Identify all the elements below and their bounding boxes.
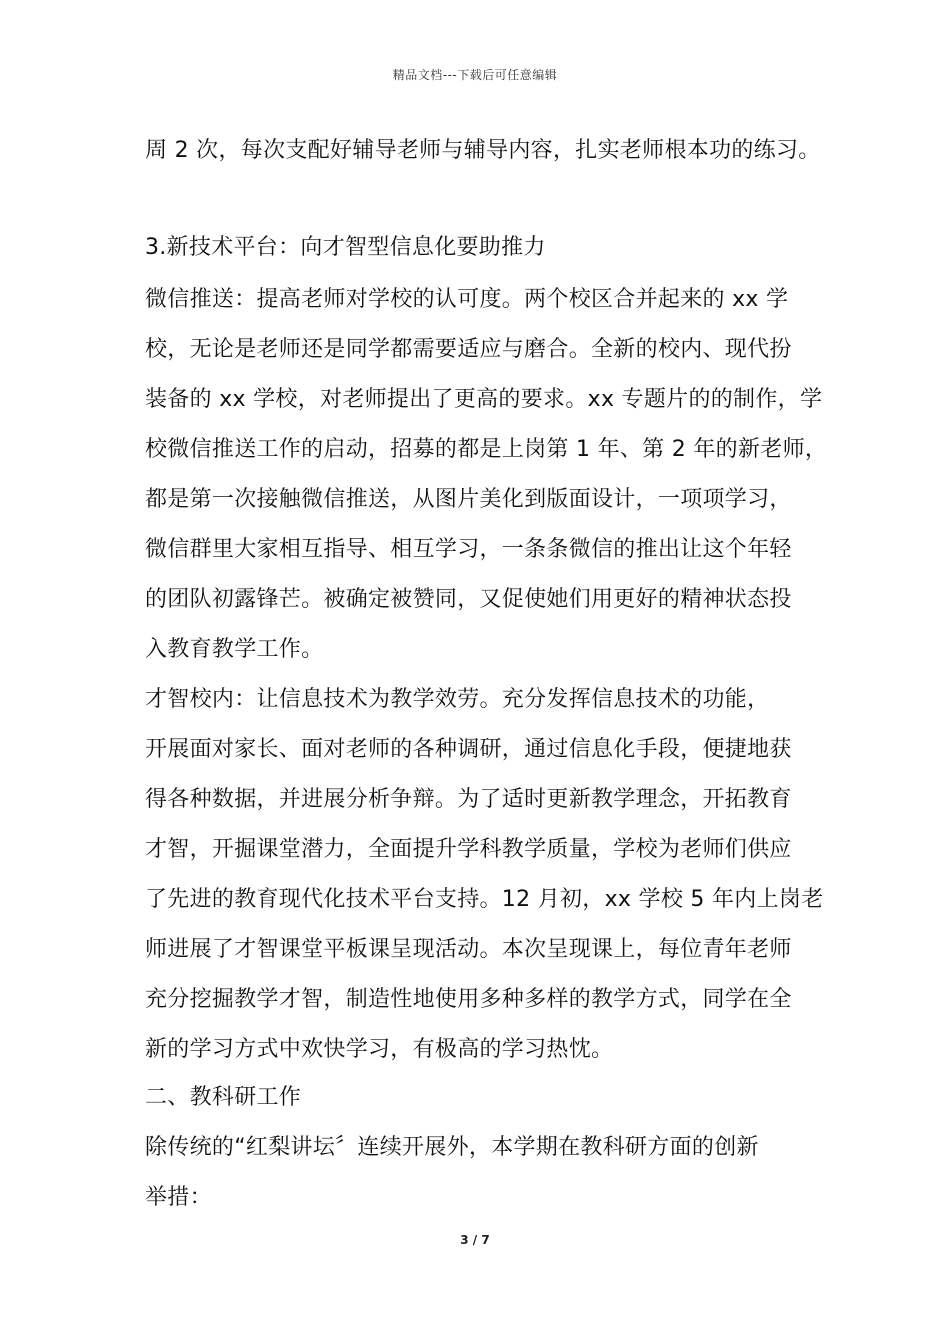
body-line-8: 微信群里大家相互指导、相互学习，一条条微信的推出让这个年轻 [145, 537, 792, 562]
body-line-16: 师进展了才智课堂平板课呈现活动。本次呈现课上，每位青年老师 [145, 937, 792, 962]
body-line-6: 校微信推送工作的启动，招募的都是上岗第 1 年、第 2 年的新老师， [145, 437, 828, 462]
body-line-9: 的团队初露锋芒。被确定被赞同，又促使她们用更好的精神状态投 [145, 587, 792, 612]
body-line-21: 举措： [145, 1185, 212, 1210]
page-number: 3 / 7 [460, 1233, 490, 1247]
body-line-12: 开展面对家长、面对老师的各种调研，通过信息化手段，便捷地获 [145, 737, 792, 762]
section-heading-new-tech: 3.新技术平台：向才智型信息化要助推力 [145, 235, 546, 260]
body-line-14: 才智，开掘课堂潜力，全面提升学科教学质量，学校为老师们供应 [145, 837, 792, 862]
body-line-11: 才智校内：让信息技术为教学效劳。充分发挥信息技术的功能， [145, 687, 770, 712]
page-header: 精品文档---下载后可任意编辑 [392, 68, 558, 82]
body-line-18: 新的学习方式中欢快学习，有极高的学习热忱。 [145, 1037, 614, 1062]
body-line-10: 入教育教学工作。 [145, 637, 324, 662]
body-line-13: 得各种数据，并进展分析争辩。为了适时更新教学理念，开拓教育 [145, 787, 792, 812]
body-line-17: 充分挖掘教学才智，制造性地使用多种多样的教学方式，同学在全 [145, 987, 792, 1012]
section-heading-research: 二、教科研工作 [145, 1085, 302, 1110]
body-line-5: 装备的 xx 学校，对老师提出了更高的要求。xx 专题片的的制作，学 [145, 387, 823, 412]
body-line-7: 都是第一次接触微信推送，从图片美化到版面设计，一项项学习， [145, 487, 792, 512]
body-line-15: 了先进的教育现代化技术平台支持。12 月初，xx 学校 5 年内上岗老 [145, 887, 824, 912]
body-line-4: 校，无论是老师还是同学都需要适应与磨合。全新的校内、现代扮 [145, 337, 792, 362]
body-line-1: 周 2 次，每次支配好辅导老师与辅导内容，扎实老师根本功的练习。 [145, 138, 821, 163]
body-line-20: 除传统的“红梨讲坛〞连续开展外，本学期在教科研方面的创新 [145, 1135, 759, 1160]
body-line-3: 微信推送：提高老师对学校的认可度。两个校区合并起来的 xx 学 [145, 287, 789, 312]
